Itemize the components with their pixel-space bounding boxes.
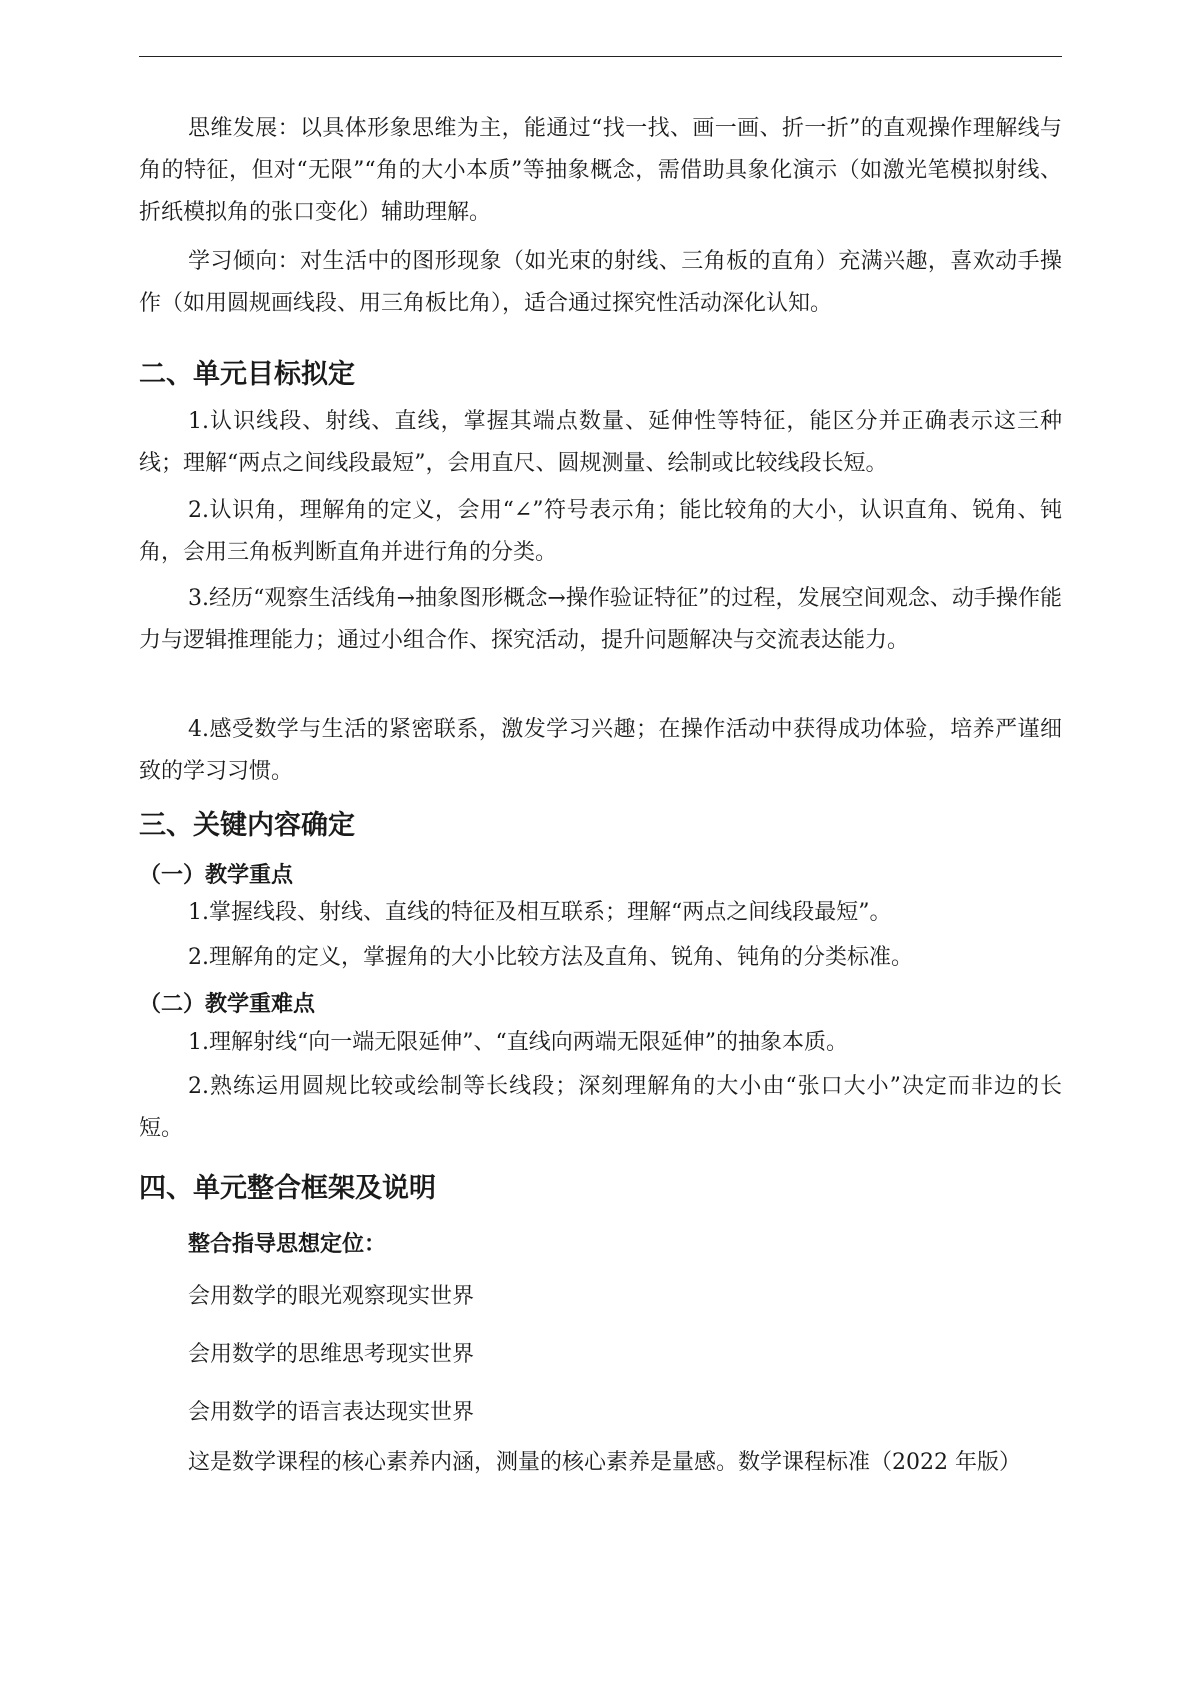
goal-item: 1.认识线段、射线、直线，掌握其端点数量、延伸性等特征，能区分并正确表示这三种线；理解“两点之间线段最短”，会用直尺、圆规测量、绘制或比较线段长短。 xyxy=(139,409,1062,476)
guide-line: 会用数学的思维思考现实世界 xyxy=(188,1342,475,1367)
difficult-point-item: 2.熟练运用圆规比较或绘制等长线段；深刻理解角的大小由“张口大小”决定而非边的长短。 xyxy=(139,1074,1062,1141)
goal-item: 4.感受数学与生活的紧密联系，激发学习兴趣；在操作活动中获得成功体验，培养严谨细致的学习习惯。 xyxy=(139,717,1062,784)
section-2-heading: 二、单元目标拟定 xyxy=(139,359,355,390)
section-3-heading: 三、关键内容确定 xyxy=(139,810,355,841)
section-4-heading: 四、单元整合框架及说明 xyxy=(139,1173,436,1204)
key-point-item: 1.掌握线段、射线、直线的特征及相互联系；理解“两点之间线段最短”。 xyxy=(188,900,892,925)
goal-item: 2.认识角，理解角的定义，会用“∠”符号表示角；能比较角的大小，认识直角、锐角、钝角，会用三角板判断直角并进行角的分类。 xyxy=(139,498,1062,565)
key-point-item: 2.理解角的定义，掌握角的大小比较方法及直角、锐角、钝角的分类标准。 xyxy=(188,945,913,970)
difficult-points-heading: （二）教学重难点 xyxy=(139,992,316,1017)
goal-item: 3.经历“观察生活线角→抽象图形概念→操作验证特征”的过程，发展空间观念、动手操作能力与逻辑推理能力；通过小组合作、探究活动，提升问题解决与交流表达能力。 xyxy=(139,586,1062,653)
guide-heading: 整合指导思想定位： xyxy=(188,1232,387,1257)
guide-line: 会用数学的语言表达现实世界 xyxy=(188,1400,475,1425)
final-paragraph: 这是数学课程的核心素养内涵，测量的核心素养是量感。数学课程标准（2022 年版） xyxy=(188,1450,1021,1475)
paragraph-learning: 学习倾向：对生活中的图形现象（如光束的射线、三角板的直角）充满兴趣，喜欢动手操作（如用圆规画线段、用三角板比角），适合通过探究性活动深化认知。 xyxy=(139,249,1062,316)
paragraph-thinking: 思维发展：以具体形象思维为主，能通过“找一找、画一画、折一折”的直观操作理解线与角的特征，但对“无限”“角的大小本质”等抽象概念，需借助具象化演示（如激光笔模拟射线、折纸模拟角的张口变化）辅助理解。 xyxy=(139,116,1062,225)
key-points-heading: （一）教学重点 xyxy=(139,863,294,888)
guide-line: 会用数学的眼光观察现实世界 xyxy=(188,1284,475,1309)
difficult-point-item: 1.理解射线“向一端无限延伸”、“直线向两端无限延伸”的抽象本质。 xyxy=(188,1030,848,1055)
header-rule xyxy=(139,56,1062,57)
